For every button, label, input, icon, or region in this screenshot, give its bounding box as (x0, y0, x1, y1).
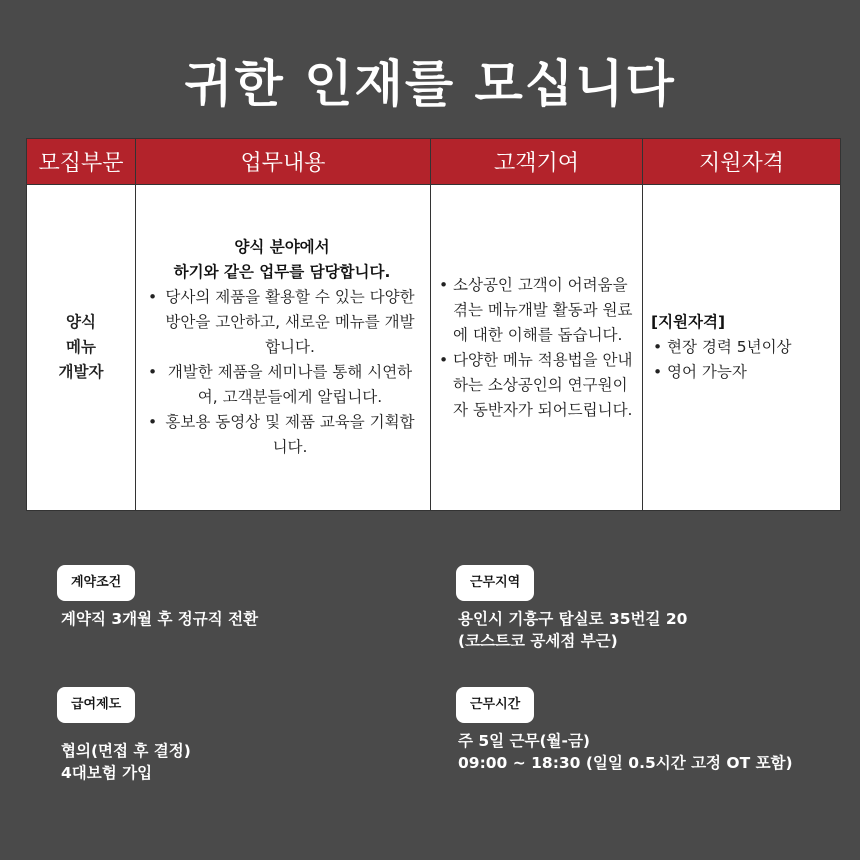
contribution-item: • 다양한 메뉴 적용법을 안내하는 소상공인의 연구원이자 동반자가 되어드립니다. (437, 348, 638, 423)
hours-info (458, 730, 793, 774)
hours-line: 09:00 ~ 18:30 (일일 0.5시간 고정 OT 포함) (458, 754, 793, 772)
location-info (458, 608, 687, 652)
location-line: (코스트코 공세점 부근) (458, 632, 618, 650)
header-duties: 업무내용 (136, 139, 431, 185)
header-department: 모집부문 (27, 139, 136, 185)
qualification-item: • 영어 가능자 (651, 360, 834, 385)
salary-badge: 급여제도 (57, 687, 135, 723)
salary-line: 협의(면접 후 결정) (61, 742, 191, 760)
duties-intro-line: 양식 분야에서 (234, 238, 330, 256)
hours-line: 주 5일 근무(월-금) (458, 732, 591, 750)
contract-line: 계약직 3개월 후 정규직 전환 (61, 610, 259, 628)
salary-line: 4대보험 가입 (61, 764, 153, 782)
hours-badge: 근무시간 (456, 687, 534, 723)
qualifications-cell (643, 185, 841, 511)
qualification-item: • 현장 경력 5년이상 (651, 335, 834, 360)
location-line: 용인시 기흥구 탑실로 35번길 20 (458, 610, 688, 628)
contract-info (61, 608, 258, 630)
department-line: 메뉴 (66, 338, 96, 356)
page-title: 귀한 인재를 모십니다 (184, 55, 676, 113)
duties-cell (136, 185, 431, 511)
table-header-row (27, 139, 841, 185)
contribution-item: • 소상공인 고객이 어려움을 겪는 메뉴개발 활동과 원료에 대한 이해를 돕습니다. (437, 273, 638, 348)
department-line: 양식 (66, 313, 96, 331)
qualifications-title: [지원자격] (651, 313, 726, 331)
duties-list (146, 285, 418, 460)
recruitment-table (26, 138, 841, 511)
department-cell (27, 185, 136, 511)
contribution-cell (431, 185, 643, 511)
duties-item: • 홍보용 동영상 및 제품 교육을 기획합니다. (146, 410, 418, 460)
duties-intro-line: 하기와 같은 업무를 담당합니다. (173, 263, 391, 281)
table-row (27, 185, 841, 511)
header-contribution: 고객기여 (431, 139, 643, 185)
contribution-list (437, 273, 638, 423)
qualifications-list (651, 335, 834, 385)
salary-info (61, 740, 191, 784)
department-line: 개발자 (58, 363, 104, 381)
duties-item: • 개발한 제품을 세미나를 통해 시연하여, 고객분들에게 알립니다. (146, 360, 418, 410)
duties-item: • 당사의 제품을 활용할 수 있는 다양한 방안을 고안하고, 새로운 메뉴를 개발합니다. (146, 285, 418, 360)
location-badge: 근무지역 (456, 565, 534, 601)
header-qualifications: 지원자격 (643, 139, 841, 185)
contract-badge: 계약조건 (57, 565, 135, 601)
